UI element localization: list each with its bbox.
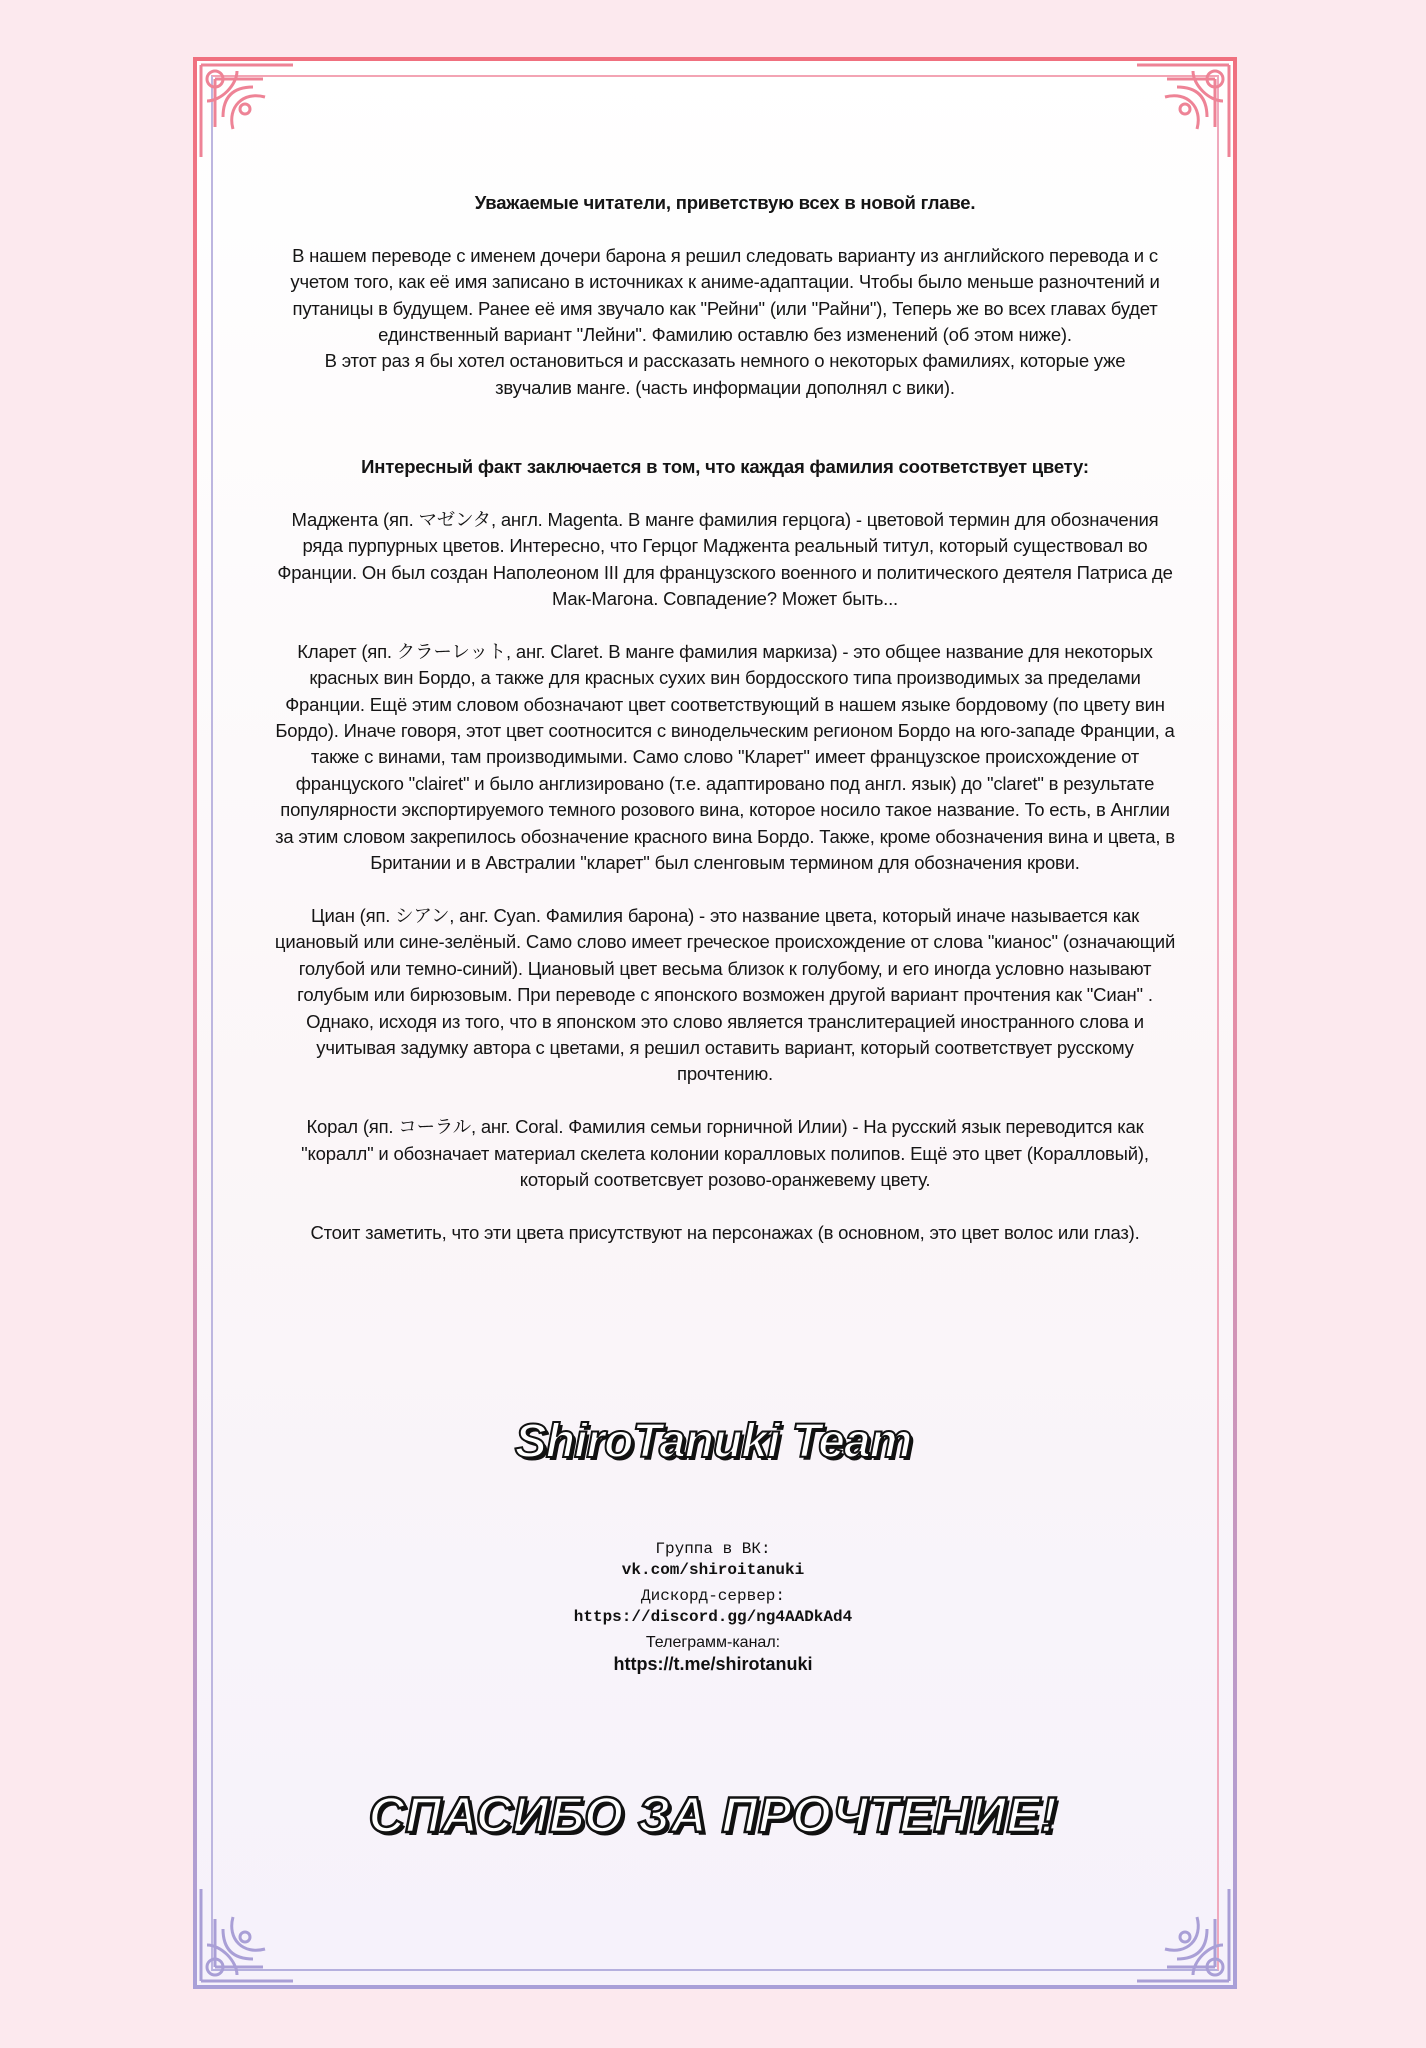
- links-block: [0, 1539, 1426, 1680]
- closing-note: Стоит заметить, что эти цвета присутствуют на персонажах (в основном, это цвет волос или глаз).: [310, 1221, 1140, 1243]
- text-line: путаницы в будущем. Ранее её имя звучало как "Рейни" (или "Райни"), Теперь же во всех главах будет: [292, 297, 1158, 319]
- fact-heading: Интересный факт заключается в том, что каждая фамилия соответствует цвету:: [361, 456, 1089, 478]
- text-line: также с винами, там производимыми. Само слово "Кларет" имеет французское происхождение от: [310, 746, 1140, 768]
- text-line: "коралл" и обозначает материал скелета колонии коралловых полипов. Ещё это цвет (Коралловый),: [301, 1142, 1149, 1164]
- text-line: красных вин Бордо, а также для красных сухих вин бордосского типа производимых за пределами: [309, 667, 1141, 689]
- text-line: учитывая задумку автора с цветами, я решил оставить вариант, который соответствует русскому: [316, 1036, 1134, 1058]
- intro-paragraph: [270, 243, 1180, 401]
- text-line: прочтению.: [677, 1063, 773, 1085]
- thanks-banner: СПАСИБО ЗА ПРОЧТЕНИЕ!: [368, 1787, 1058, 1843]
- text-line: за этим словом закрепилось обозначение красного вина Бордо. Также, кроме обозначения вина и цвета, в: [275, 825, 1175, 847]
- telegram-label: Телеграмм-канал:: [645, 1634, 781, 1651]
- text-line: Однако, исходя из того, что в японском это слово является транслитерацией иностранного слова и: [306, 1010, 1144, 1032]
- text-line: Циан (яп. シアン, анг. Cyan. Фамилия барона) - это название цвета, который иначе называется как: [311, 904, 1139, 926]
- text-line: ряда пурпурных цветов. Интересно, что Герцог Маджента реальный титул, который существовал во: [302, 535, 1148, 557]
- text-line: голубым или бирюзовым. При переводе с японского возможен другой вариант прочтения как "Сиан" .: [297, 984, 1153, 1006]
- discord-link[interactable]: https://discord.gg/ng4AADkAd4: [573, 1608, 853, 1626]
- magenta-paragraph: [270, 507, 1180, 613]
- text-line: циановый или сине-зелёный. Само слово имеет греческое происхождение от слова "кианос" (означающий: [274, 931, 1176, 953]
- text-line: Франции. Он был создан Наполеоном III для французского военного и политического деятеля Патриса де: [277, 561, 1173, 583]
- corner-ornament-icon: [193, 1879, 303, 1989]
- text-line: француского "clairet" и было англизировано (т.е. адаптировано под англ. язык) до "claret" в результате: [295, 772, 1155, 794]
- text-line: который соответсвует розово-оранжевему цвету.: [519, 1168, 931, 1190]
- claret-paragraph: [270, 639, 1180, 877]
- text-line: учетом того, как её имя записано в источниках к аниме-адаптации. Чтобы было меньше разночтений и: [290, 271, 1160, 293]
- text-line: Британии и в Австралии "кларет" был сленговым термином для обозначения крови.: [370, 852, 1080, 874]
- discord-label: Дискорд-сервер:: [640, 1587, 786, 1605]
- text-line: Бордо). Иначе говоря, этот цвет соотносится с винодельческим регионом Бордо на юго-западе Франции, а: [275, 720, 1175, 742]
- article-text: [270, 190, 1180, 1246]
- telegram-link[interactable]: https://t.me/shirotanuki: [613, 1654, 813, 1674]
- text-line: В нашем переводе с именем дочери барона я решил следовать варианту из английского перевода и с: [292, 244, 1158, 266]
- text-line: единственный вариант "Лейни". Фамилию оставлю без изменений (об этом ниже).: [378, 324, 1072, 346]
- vk-label: Группа в ВК:: [655, 1540, 771, 1558]
- cyan-paragraph: [270, 903, 1180, 1088]
- corner-ornament-icon: [1127, 1879, 1237, 1989]
- vk-link[interactable]: vk.com/shiroitanuki: [621, 1561, 805, 1579]
- coral-paragraph: [270, 1114, 1180, 1193]
- text-line: Кларет (яп. クラーレット, анг. Claret. В манге фамилия маркиза) - это общее название для некоторых: [297, 640, 1153, 662]
- text-line: Корал (яп. コーラル, анг. Coral. Фамилия семьи горничной Илии) - На русский язык переводится как: [306, 1116, 1144, 1138]
- text-line: звучалив манге. (часть информации дополнял с вики).: [495, 376, 955, 398]
- corner-ornament-icon: [193, 57, 303, 167]
- text-line: Франции. Ещё этим словом обозначают цвет соответствующий в нашем языке бордовому (по цвету вин: [285, 693, 1165, 715]
- team-logo-text: ShiroTanuki Team: [514, 1415, 912, 1468]
- text-line: В этот раз я бы хотел остановиться и рассказать немного о некоторых фамилиях, которые уже: [324, 350, 1126, 372]
- text-line: голубой или темно-синий). Циановый цвет весьма близок к голубому, и его иногда условно называют: [298, 957, 1152, 979]
- greeting: Уважаемые читатели, приветствую всех в новой главе.: [474, 192, 976, 213]
- corner-ornament-icon: [1127, 57, 1237, 167]
- text-line: Маджента (яп. マゼンタ, англ. Magenta. В манге фамилия герцога) - цветовой термин для обозначения: [291, 508, 1159, 530]
- text-line: популярности экспортируемого темного розового вина, которое носило такое название. То есть, в Англии: [280, 799, 1170, 821]
- text-line: Мак-Магона. Совпадение? Может быть...: [551, 588, 898, 610]
